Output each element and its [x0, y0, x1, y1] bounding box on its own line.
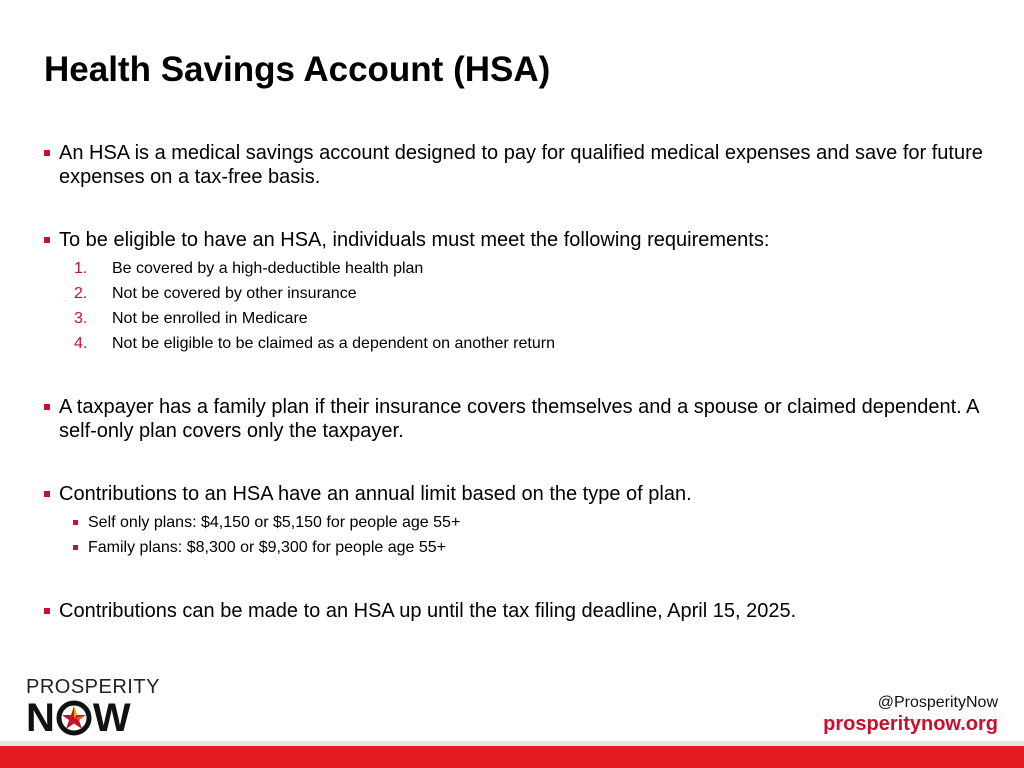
- list-item-text: Self only plans: $4,150 or $5,150 for people age 55+: [88, 514, 461, 531]
- list-item-text: Not be enrolled in Medicare: [112, 310, 308, 327]
- list-item-text: Be covered by a high-deductible health plan: [112, 260, 424, 277]
- list-item: [73, 510, 984, 535]
- bullet-contribution-deadline: [44, 599, 984, 623]
- bullet-marker: [44, 491, 50, 497]
- list-item-text: Family plans: $8,300 or $9,300 for people age 55+: [88, 539, 447, 556]
- bullet-marker: [44, 608, 50, 614]
- bullet-eligibility: [44, 228, 984, 252]
- footer-bar: [0, 746, 1024, 768]
- bullet-hsa-definition: [44, 141, 984, 189]
- star-icon: [56, 700, 92, 736]
- bullet-text: Contributions can be made to an HSA up until the tax filing deadline, April 15, 2025.: [59, 600, 797, 622]
- prosperity-now-logo: [26, 676, 160, 740]
- logo-letter-n: N: [26, 696, 55, 740]
- slide-title: Health Savings Account (HSA): [44, 50, 551, 89]
- list-number: 3.: [74, 310, 88, 327]
- bullet-text: Contributions to an HSA have an annual limit based on the type of plan.: [59, 483, 692, 505]
- logo-wordmark-top: PROSPERITY: [26, 676, 160, 698]
- bullet-marker: [44, 237, 50, 243]
- eligibility-requirements-list: [74, 256, 984, 356]
- bullet-text: An HSA is a medical savings account designed to pay for qualified medical expenses and save for future expenses on a tax-free basis.: [59, 142, 983, 188]
- bullet-list: [44, 141, 984, 623]
- footer-contact: [823, 694, 998, 736]
- list-number: 2.: [74, 285, 88, 302]
- website-link[interactable]: prosperitynow.org: [823, 713, 998, 735]
- list-item: [74, 306, 984, 331]
- list-item: [74, 331, 984, 356]
- contribution-limits-list: [73, 510, 984, 560]
- logo-wordmark-bottom: [26, 696, 160, 740]
- sub-bullet-marker: [73, 545, 78, 550]
- bullet-text: To be eligible to have an HSA, individuals must meet the following requirements:: [59, 229, 770, 251]
- list-item: [74, 256, 984, 281]
- social-handle: @ProsperityNow: [877, 694, 998, 711]
- list-number: 1.: [74, 260, 88, 277]
- logo-letter-w: W: [92, 696, 131, 740]
- list-item: [73, 535, 984, 560]
- list-number: 4.: [74, 335, 88, 352]
- list-item-text: Not be eligible to be claimed as a dependent on another return: [112, 335, 555, 352]
- list-item: [74, 281, 984, 306]
- bullet-marker: [44, 404, 50, 410]
- list-item-text: Not be covered by other insurance: [112, 285, 357, 302]
- sub-bullet-marker: [73, 520, 78, 525]
- bullet-contribution-limits: [44, 482, 984, 506]
- bullet-marker: [44, 150, 50, 156]
- bullet-text: A taxpayer has a family plan if their insurance covers themselves and a spouse or claimed dependent. A self-only plan covers only the taxpayer.: [59, 396, 979, 442]
- bullet-family-plan: [44, 395, 984, 443]
